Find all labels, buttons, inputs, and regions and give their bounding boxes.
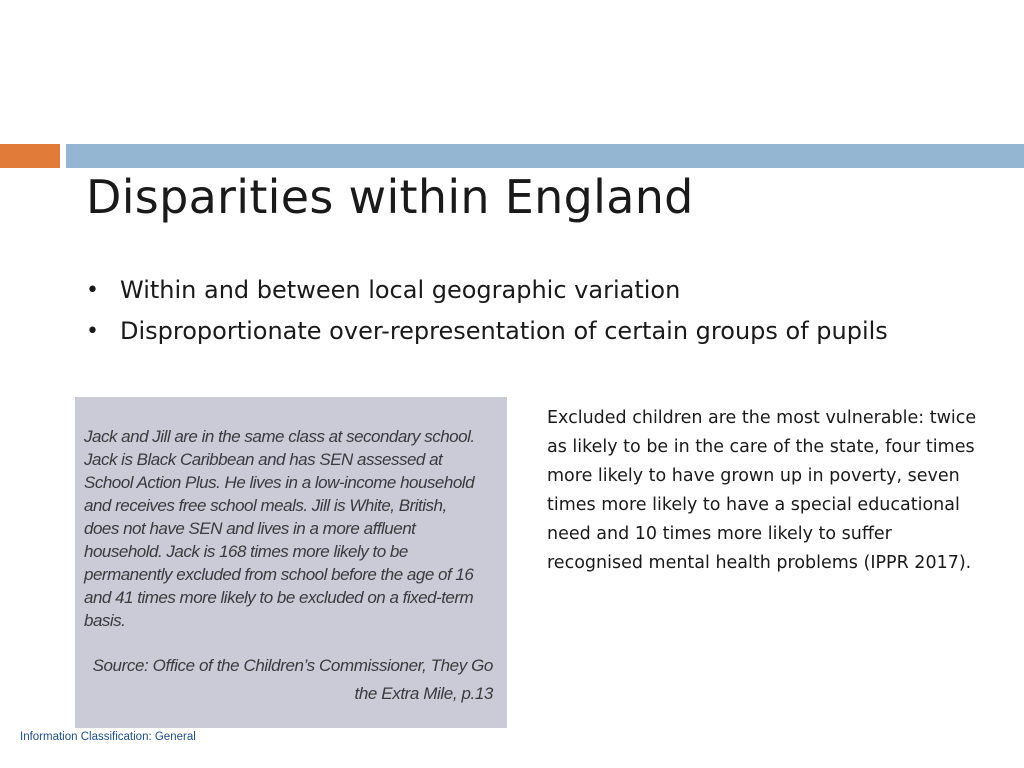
slide-title: Disparities within England <box>86 170 694 224</box>
bullet-text: Within and between local geographic variation <box>120 276 681 304</box>
bullet-dot-icon: • <box>86 319 99 344</box>
quote-text: Jack and Jill are in the same class at secondary school. Jack is Black Caribbean and has SEN assessed at School Action Plus. He lives in a low-income household and receives free school meals. Jill is White, British, does not have SEN and lives in a more affluent household. Jack is 168 times more likely to be permanently excluded from school before the age of 16 and 41 times more likely to be excluded on a fixed-term basis. <box>84 427 475 630</box>
quote-source: Source: Office of the Children’s Commissioner, They Go the Extra Mile, p.13 <box>92 656 493 703</box>
classification-footer: Information Classification: General <box>20 731 196 743</box>
bullet-dot-icon: • <box>86 278 99 303</box>
bullet-item <box>86 270 926 311</box>
bullet-list <box>86 270 926 352</box>
bullet-text: Disproportionate over-representation of certain groups of pupils <box>120 317 888 345</box>
accent-bar-blue <box>66 144 1024 168</box>
quote-image <box>75 397 507 728</box>
statistics-text: Excluded children are the most vulnerable: twice as likely to be in the care of the state, four times more likely to have grown up in poverty, seven times more likely to have a special educational need and 10 times more likely to suffer recognised mental health problems (IPPR 2017). <box>547 408 977 573</box>
bullet-item <box>86 311 926 352</box>
accent-bar-orange <box>0 144 60 168</box>
